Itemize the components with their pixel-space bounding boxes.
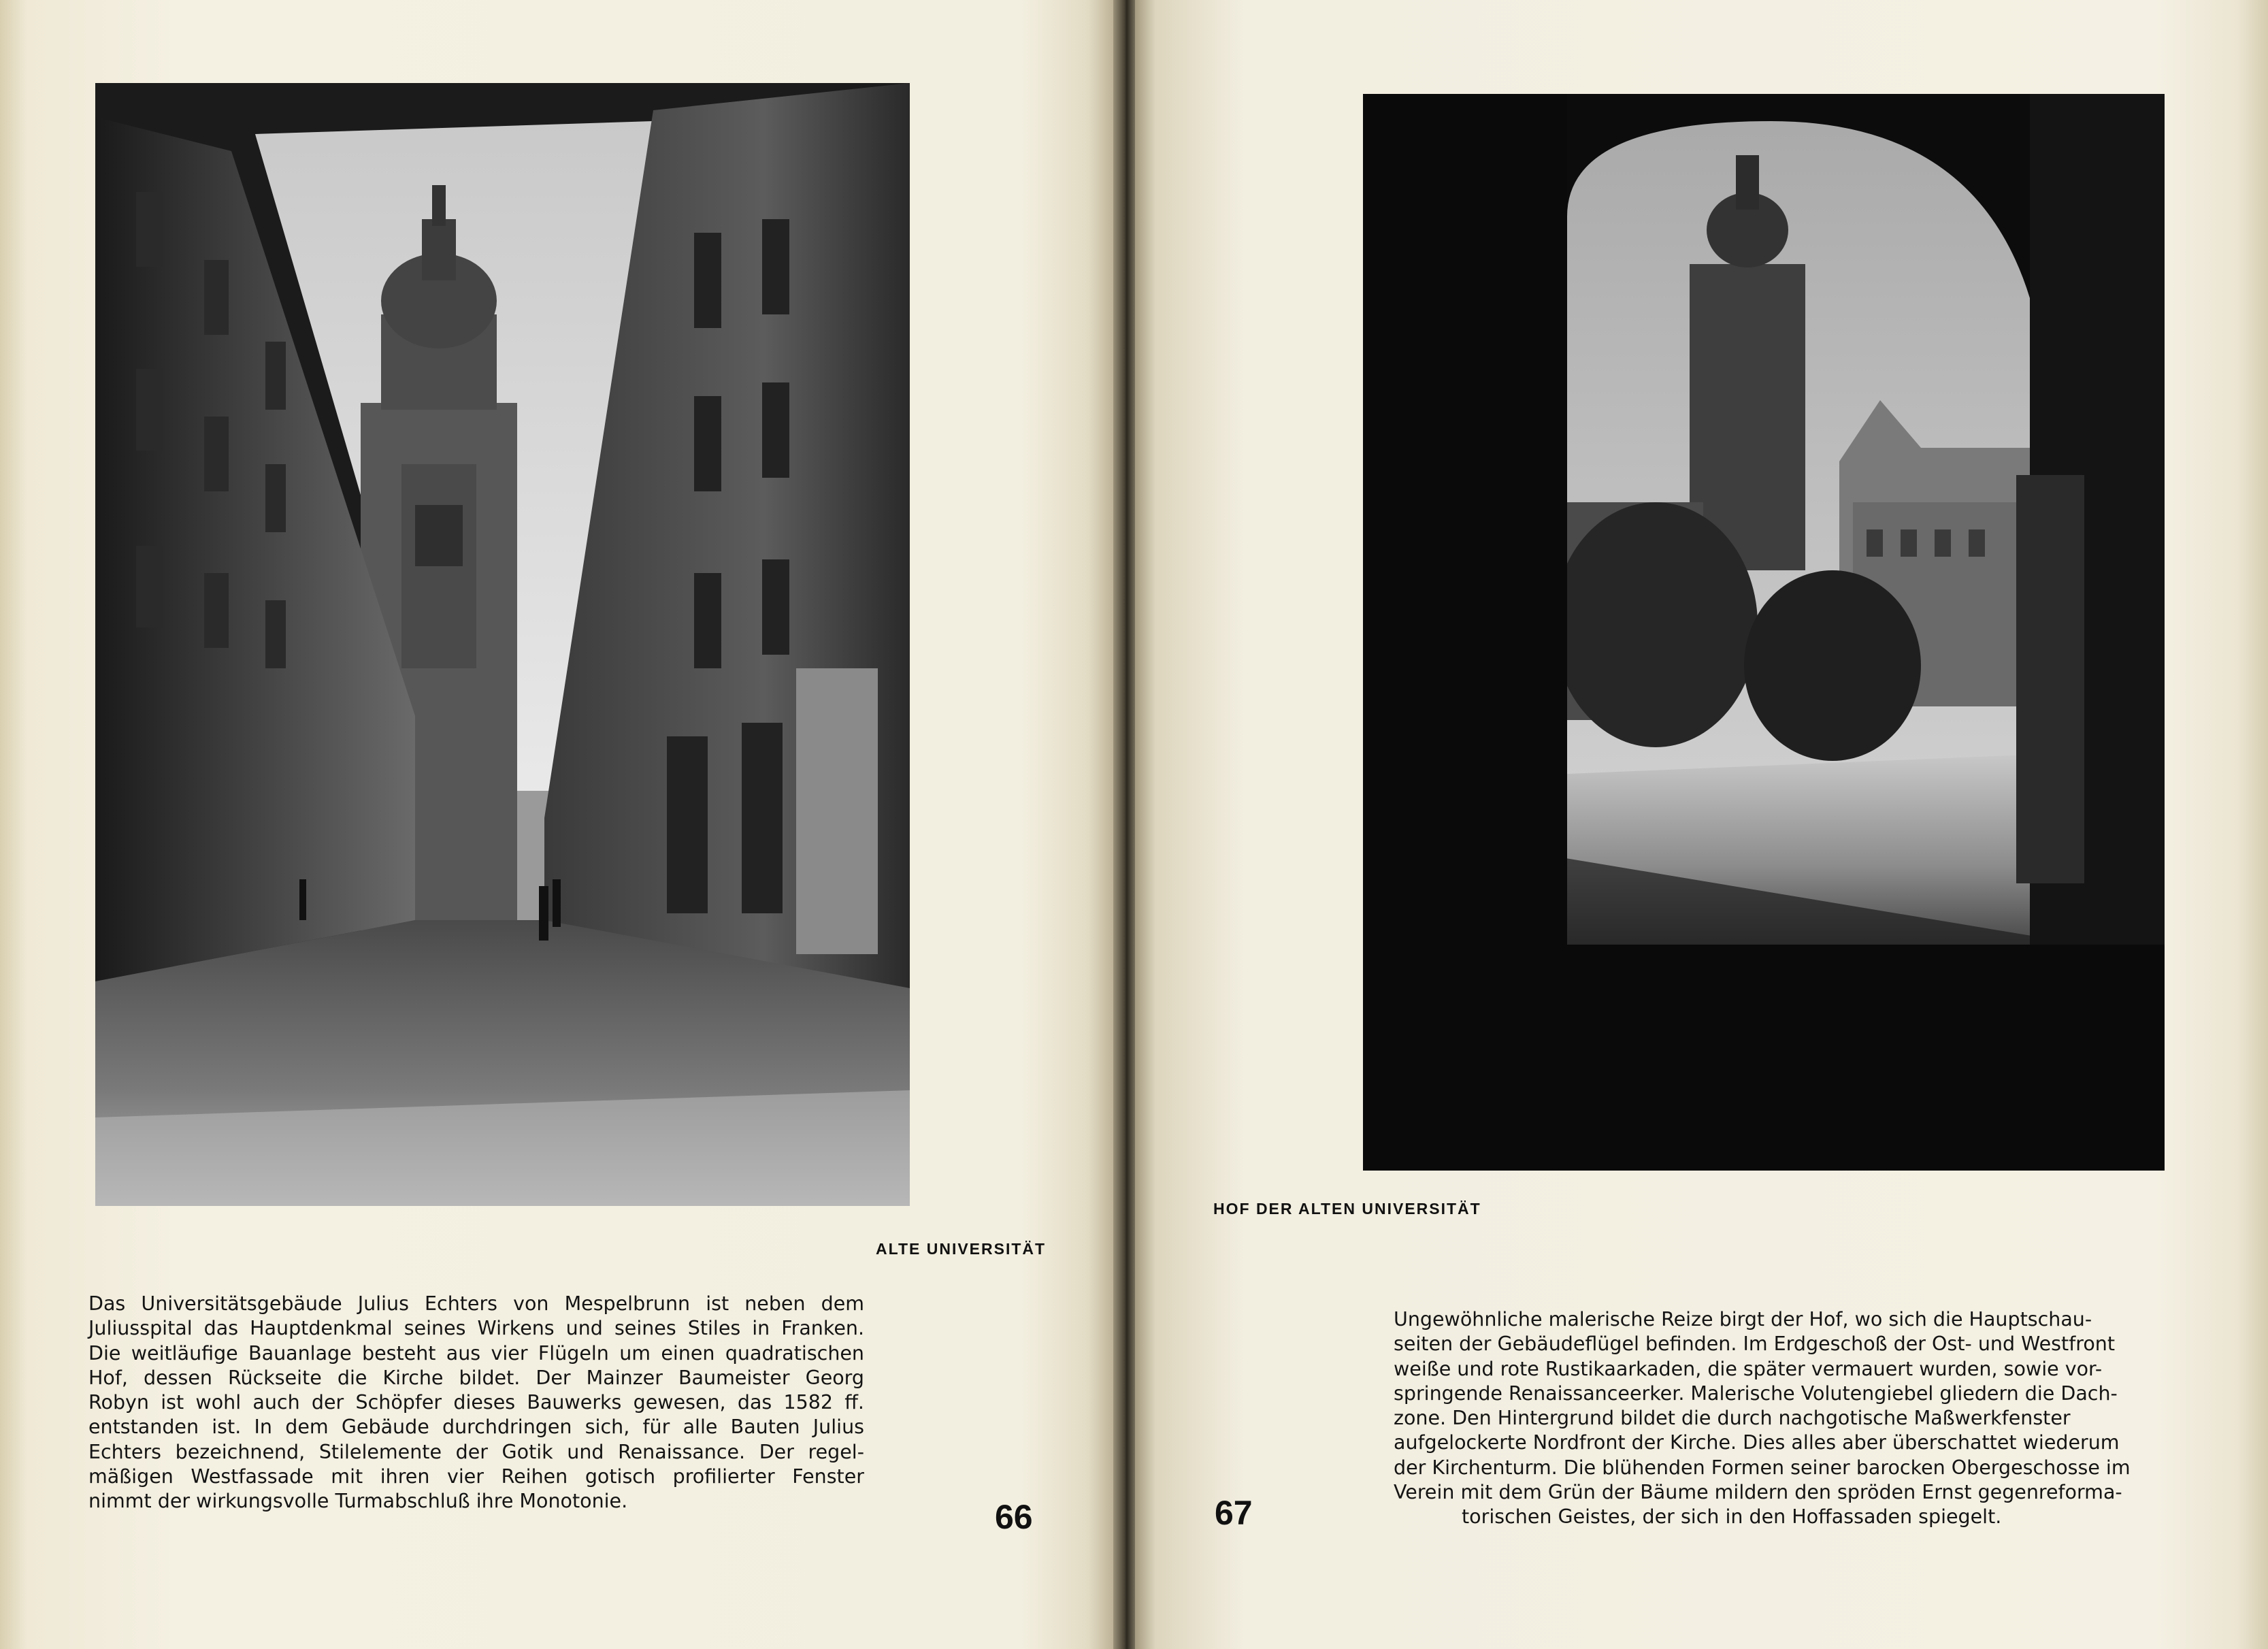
paragraph-line: aufgelockerte Nordfront der Kirche. Dies alles aber überschattet wiederum <box>1394 1431 2120 1454</box>
paragraph-line: entstanden ist. In dem Gebäude durchdringen sich, für alle Bauten Julius <box>88 1416 864 1439</box>
page-number-left: 66 <box>995 1498 1033 1536</box>
paragraph-line: zone. Den Hintergrund bildet die durch nachgotische Maßwerkfenster <box>1394 1407 2071 1430</box>
paragraph-line: Das Universitätsgebäude Julius Echters von Mespelbrunn ist neben dem <box>88 1292 864 1315</box>
paragraph-line: seiten der Gebäudeflügel befinden. Im Erdgeschoß der Ost- und Westfront <box>1394 1333 2115 1356</box>
paragraph-line: nimmt der wirkungsvolle Turmabschluß ihre Monotonie. <box>88 1490 628 1513</box>
paragraph-line: mäßigen Westfassade mit ihren vier Reihen gotisch profilierter Fenster <box>88 1465 864 1488</box>
paragraph-line: Echters bezeichnend, Stilelemente der Gotik und Renaissance. Der regel- <box>88 1440 864 1463</box>
left-paragraph <box>88 1292 864 1514</box>
paragraph-line: Hof, dessen Rückseite die Kirche bildet. Der Mainzer Baumeister Georg <box>88 1366 864 1389</box>
right-page <box>1135 0 2268 1649</box>
paragraph-line: springende Renaissanceerker. Malerische Volutengiebel gliedern die Dach- <box>1394 1382 2118 1405</box>
paragraph-line: Ungewöhnliche malerische Reize birgt der Hof, wo sich die Hauptschau- <box>1394 1308 2092 1330</box>
page-number-right: 67 <box>1215 1494 1253 1532</box>
photo-alte-universitaet <box>95 83 910 1206</box>
photo-caption-left: ALTE UNIVERSITÄT <box>876 1240 1047 1258</box>
photo-caption-right: HOF DER ALTEN UNIVERSITÄT <box>1213 1200 1481 1218</box>
paragraph-line: Juliusspital das Hauptdenkmal seines Wirkens und seines Stiles in Franken. <box>88 1317 864 1340</box>
paragraph-line: weiße und rote Rustikaarkaden, die später vermauert wurden, sowie vor- <box>1394 1357 2103 1380</box>
left-page <box>0 0 1116 1649</box>
paragraph-line: torischen Geistes, der sich in den Hoffassaden spiegelt. <box>1462 1505 2002 1529</box>
paragraph-line: Verein mit dem Grün der Bäume mildern den spröden Ernst gegenreforma- <box>1394 1481 2122 1504</box>
paragraph-line: der Kirchenturm. Die blühenden Formen seiner barocken Obergeschosse im <box>1394 1456 2131 1479</box>
paragraph-line: Robyn ist wohl auch der Schöpfer dieses Bauwerks gewesen, das 1582 ff. <box>88 1391 864 1414</box>
right-paragraph <box>1394 1307 2169 1530</box>
paragraph-line: Die weitläufige Bauanlage besteht aus vier Flügeln um einen quadratischen <box>88 1341 864 1365</box>
courtyard-arch-photo <box>1363 94 2165 1171</box>
photo-hof-alte-universitaet <box>1363 94 2165 1171</box>
book-gutter <box>1113 0 1138 1649</box>
street-church-tower-photo <box>95 83 910 1206</box>
